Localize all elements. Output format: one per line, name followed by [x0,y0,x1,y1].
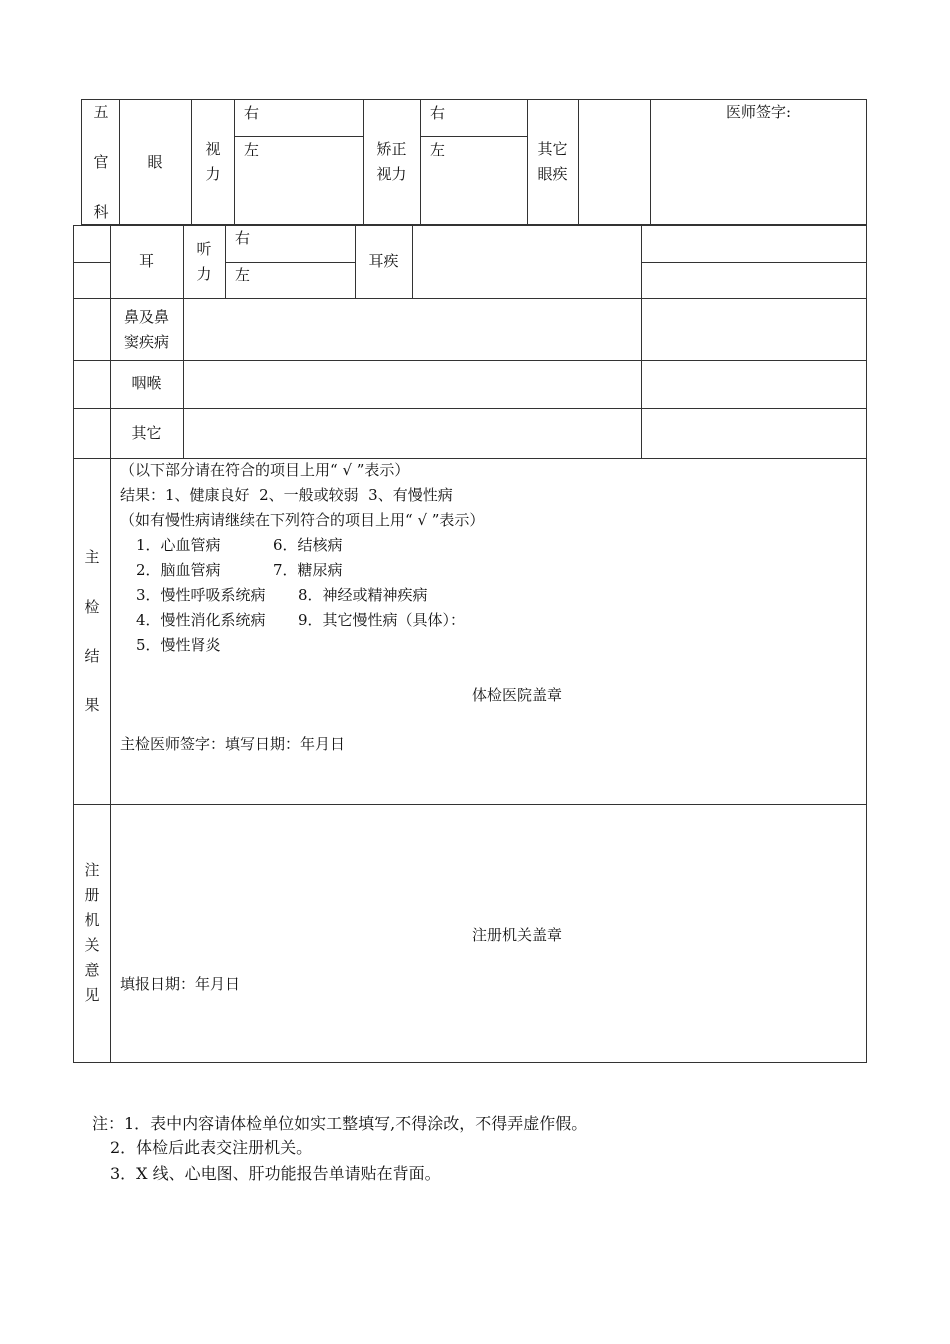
registration-side-char: 见 [84,986,100,1004]
ear-disease-label: 耳疾 [368,252,399,270]
disease-item: 5．慢性肾炎 [136,636,221,654]
registration-stamp-label: 注册机关盖章 [472,926,563,944]
vision-label-char: 视 [205,140,221,158]
hearing-left-label: 左 [235,266,251,284]
chief-doctor-signature-line: 主检医师签字：填写日期：年月日 [120,735,346,753]
vision-left-label: 左 [244,141,260,159]
instruction-line: （以下部分请在符合的项目上用“ √ ”表示） [120,461,410,479]
main-side-char: 结 [84,647,100,665]
corrected-left-label: 左 [430,141,446,159]
instruction-line: （如有慢性病请继续在下列符合的项目上用“ √ ”表示） [120,511,485,529]
registration-side-char: 注 [84,861,100,879]
main-side-char: 果 [84,696,100,714]
doctor-signature-label: 医师签字: [725,103,792,121]
hearing-right-label: 右 [235,229,251,247]
disease-item: 9．其它慢性病（具体）： [298,611,466,629]
disease-item: 3．慢性呼吸系统病 [136,586,266,604]
registration-section [73,804,867,1063]
section-label-char: 五 [93,103,109,121]
main-side-char: 检 [84,598,100,616]
throat-row [73,360,867,409]
section-label-char: 科 [93,203,109,221]
nose-label: 鼻及鼻 [123,308,169,326]
registration-side-char: 关 [84,936,100,954]
throat-label: 咽喉 [131,374,162,392]
other-eye-disease-label: 眼疾 [537,165,568,183]
result-options-line: 结果：1、健康良好 2、一般或较弱 3、有慢性病 [120,486,453,504]
corrected-vision-label: 矫正 [376,140,407,158]
disease-item: 8．神经或精神疾病 [298,586,428,604]
disease-item: 1．心血管病 [136,536,221,554]
hearing-label-char: 听 [196,240,212,258]
disease-item: 6．结核病 [273,536,343,554]
nose-row [73,298,867,361]
registration-side-char: 册 [84,886,100,904]
registration-date-line: 填报日期：年月日 [120,975,241,993]
note-line: 2．体检后此表交注册机关。 [110,1138,313,1157]
note-line: 注：1．表中内容请体检单位如实工整填写,不得涂改，不得弄虚作假。 [92,1114,588,1133]
registration-side-char: 意 [84,961,100,979]
vision-label-char: 力 [205,165,221,183]
ear-label: 耳 [138,252,154,270]
other-label: 其它 [131,424,162,442]
other-row [73,408,867,459]
hospital-stamp-label: 体检医院盖章 [472,686,563,704]
vision-right-label: 右 [244,104,260,122]
corrected-vision-label: 视力 [376,165,407,183]
disease-item: 4．慢性消化系统病 [136,611,266,629]
hearing-label-char: 力 [196,265,212,283]
eye-label: 眼 [147,153,163,171]
registration-side-char: 机 [84,911,100,929]
disease-item: 2．脑血管病 [136,561,221,579]
nose-label: 窦疾病 [123,333,169,351]
note-line: 3．X 线、心电图、肝功能报告单请贴在背面。 [110,1164,441,1183]
disease-item: 7．糖尿病 [273,561,343,579]
main-side-char: 主 [84,548,100,566]
other-eye-disease-label: 其它 [537,140,568,158]
corrected-right-label: 右 [430,104,446,122]
section-label-char: 官 [93,153,109,171]
